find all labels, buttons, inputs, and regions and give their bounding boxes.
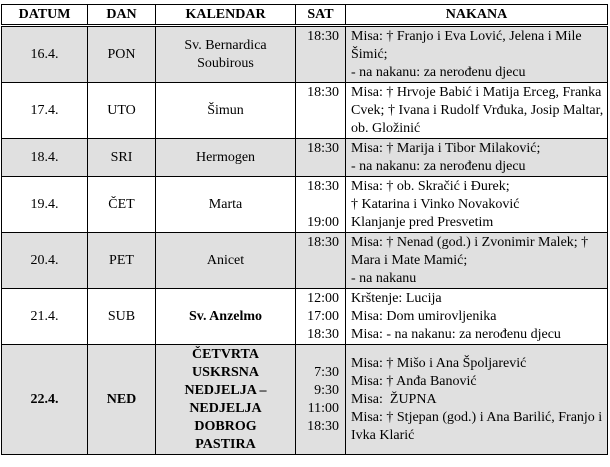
time-cell [296,177,346,233]
header-sat: SAT [296,5,346,26]
intention-cell [346,26,608,83]
date-cell: 17.4. [2,83,88,139]
intention-line: Misa: † ob. Skračić i Đurek; [351,179,510,194]
time-value: 18:30 [307,327,339,342]
intention-line: - na nakanu: za nerođenu djecu [351,159,526,174]
table-row [2,345,608,455]
calendar-cell: Hermogen [156,139,296,177]
table-row [2,233,608,289]
time-value: 18:30 [307,235,339,250]
intention-cell [346,289,608,345]
day-cell: SUB [88,289,156,345]
time-value: 18:30 [307,419,339,434]
time-cell [296,345,346,455]
intention-line: - na nakanu: za nerođenu djecu [351,65,526,80]
table-row [2,83,608,139]
intention-line: Misa: † Franjo i Eva Lović, Jelena i Mile Šimić; [351,29,582,62]
time-value: 12:00 [307,291,339,306]
mass-schedule-table [1,4,608,455]
header-row [2,5,608,26]
time-cell [296,26,346,83]
calendar-cell: Sv. Bernardica Soubirous [156,26,296,83]
header-nakana: NAKANA [346,5,608,26]
intention-line: Misa: † Anđa Banović [351,374,477,389]
table-row [2,139,608,177]
intention-line: Misa: ŽUPNA [351,392,437,407]
intention-cell [346,139,608,177]
time-value: 18:30 [307,179,339,194]
table-row [2,177,608,233]
intention-line: Misa: † Mišo i Ana Špoljarević [351,356,527,371]
intention-line: Misa: Dom umirovljenika [351,309,497,324]
date-cell: 21.4. [2,289,88,345]
calendar-cell: Marta [156,177,296,233]
intention-line: Misa: † Nenad (god.) i Zvonimir Malek; † Mara i Mate Mamić; [351,235,589,268]
date-cell: 20.4. [2,233,88,289]
time-value: 7:30 [314,365,339,380]
day-cell: ČET [88,177,156,233]
time-cell [296,289,346,345]
header-dan: DAN [88,5,156,26]
intention-cell [346,177,608,233]
time-value: 9:30 [314,383,339,398]
calendar-cell: ČETVRTA USKRSNA NEDJELJA – NEDJELJA DOBROG PASTIRA [156,345,296,455]
day-cell: UTO [88,83,156,139]
calendar-cell: Šimun [156,83,296,139]
time-value: 18:30 [307,85,339,100]
day-cell: SRI [88,139,156,177]
calendar-cell: Sv. Anzelmo [156,289,296,345]
table-row [2,26,608,83]
date-cell: 22.4. [2,345,88,455]
day-cell: NED [88,345,156,455]
time-cell [296,139,346,177]
day-cell: PON [88,26,156,83]
time-cell [296,233,346,289]
header-kalendar: KALENDAR [156,5,296,26]
intention-line: Misa: † Stjepan (god.) i Ana Barilić, Franjo i Ivka Klarić [351,410,603,443]
intention-cell [346,83,608,139]
calendar-cell: Anicet [156,233,296,289]
intention-line: Misa: - na nakanu: za nerođenu djecu [351,327,561,342]
intention-cell [346,345,608,455]
time-value: 18:30 [307,29,339,44]
time-cell [296,83,346,139]
date-cell: 19.4. [2,177,88,233]
intention-line: Krštenje: Lucija [351,291,442,306]
day-cell: PET [88,233,156,289]
time-value: 17:00 [307,309,339,324]
intention-line: Klanjanje pred Presvetim [351,215,494,230]
time-value: 11:00 [307,401,339,416]
intention-line: † Katarina i Vinko Novaković [351,197,520,212]
time-value: 18:30 [307,141,339,156]
intention-cell [346,233,608,289]
date-cell: 18.4. [2,139,88,177]
time-value: 19:00 [307,215,339,230]
intention-line: Misa: † Marija i Tibor Milaković; [351,141,541,156]
date-cell: 16.4. [2,26,88,83]
intention-line: - na nakanu [351,271,417,286]
table-row [2,289,608,345]
intention-line: Misa: † Hrvoje Babić i Matija Erceg, Franka Cvek; † Ivana i Rudolf Vrđuka, Josip Maltar, ob. Gložinić [351,85,604,136]
header-datum: DATUM [2,5,88,26]
